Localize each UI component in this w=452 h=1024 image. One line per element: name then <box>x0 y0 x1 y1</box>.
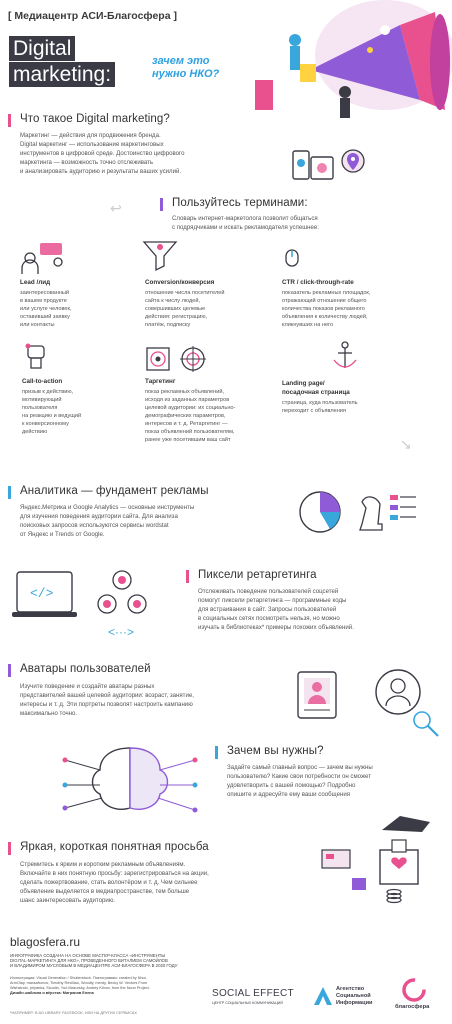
footer-credit-1: ИНФОГРАФИКА СОЗДАНА НА ОСНОВЕ МАСТЕР-КЛАССА «ИНСТРУМЕНТЫ <box>10 953 166 958</box>
term-conversion-name: Conversion/конверсия <box>145 279 215 286</box>
term-landing-line-1: страница, куда пользователь <box>282 400 358 406</box>
conversion-funnel-icon <box>140 238 180 272</box>
analytics-line-4: от Яндекс и Trends от Google. <box>20 531 105 538</box>
pixels-heading: Пиксели ретаргетинга <box>198 569 317 581</box>
bright-line-4: объявление выделяется в медиапространстве, тем больше <box>20 888 190 895</box>
term-landing-line-2: переходит с объявления <box>282 408 346 414</box>
footer-credit-3: И ВЛАДИМИРОМ МУСЛОВЫМ В МЕДИАЦЕНТРЕ АСИ-БЛАГОСФЕРА В 2020 ГОДУ <box>10 963 178 968</box>
term-targeting-name: Таргетинг <box>145 378 176 385</box>
term-conversion-line-5: платёж, подписку <box>145 322 191 328</box>
term-targeting-line-7: ранее уже посетившим ваш сайт <box>145 437 231 443</box>
raised-fist-icon <box>22 340 52 370</box>
term-ctr-line-1: показатель рекламных площадок, <box>282 290 371 296</box>
term-conversion-line-4: действия: регистрацию, <box>145 314 208 320</box>
term-targeting-line-6: показ объявлений пользователям, <box>145 429 235 435</box>
term-ctr-line-4: объявления к количеству людей, <box>282 314 368 320</box>
avatars-line-1: Изучите поведение и создайте аватары разных <box>20 683 155 690</box>
why-line-3: удовлетворить с вашей помощью? Подробно <box>227 782 356 789</box>
terms-heading: Пользуйтесь терминами: <box>172 197 308 209</box>
asi-logo-line-2: Социальной <box>336 993 371 999</box>
pixels-line-1: Отслеживать поведение пользователей соцсетей <box>198 588 339 595</box>
term-cta-line-6: действию <box>22 429 48 435</box>
footer-illus-3: Wishstrain, priyanka, Sicodin, Yuri Mazursky, Andrey Krivov, from the Noun Project. <box>10 986 150 990</box>
pixels-line-5: изучать в библиотеках* примеры похожих объявлений. <box>198 624 354 631</box>
blagosfera-logo-text: благосфера <box>395 1004 430 1010</box>
avatars-line-2: представителей вашей целевой аудитории: возраст, занятие, <box>20 692 194 699</box>
brain-circuit-icon <box>60 740 200 825</box>
what-line-5: и анализировать аудиторию и результаты ваших усилий. <box>20 168 182 175</box>
term-ctr-line-3: количества показов рекламного <box>282 306 365 312</box>
analytics-heading: Аналитика — фундамент рекламы <box>20 485 209 497</box>
pixels-line-4: в социальных сетях посмотреть нельзя, но можно <box>198 615 340 622</box>
term-lead-line-4: оставивший заявку <box>20 314 70 320</box>
analytics-line-3: поисковых запросов используются сервисы wordstat <box>20 522 169 529</box>
term-lead-line-3: или услуге человек, <box>20 306 72 312</box>
term-landing-name-1: Landing page/ <box>282 380 325 387</box>
pixels-line-3: для встраивания в сайт. Запросы пользователей <box>198 606 337 613</box>
donation-box-icon <box>312 812 447 912</box>
analytics-chess-icon <box>290 485 420 540</box>
term-cta-line-4: на реакцию и ведущий <box>22 413 82 419</box>
title-marketing: marketing: <box>9 62 115 87</box>
asi-logo-icon <box>312 985 334 1007</box>
pixels-line-2: помогут пиксели ретаргетинга — программные коды <box>198 597 347 604</box>
avatar-profile-icon <box>296 662 446 742</box>
what-line-1: Маркетинг — действия для продвижения бренда. <box>20 132 161 139</box>
term-cta-line-2: мотивирующий <box>22 397 62 403</box>
social-effect-logo: SOCIAL EFFECT <box>212 988 294 999</box>
svg-text:</>: </> <box>30 586 54 601</box>
footer-illus-2: ArmOlay, maxsafronov, Timothy Revilliao, Woodly, merdy, Becky W. Vectors From <box>10 981 148 985</box>
analytics-line-1: Яндекс.Метрика и Google Analytics — основные инструменты <box>20 504 195 511</box>
arrow-icon: ↩ <box>110 200 122 216</box>
term-lead-line-2: в вашем продукте <box>20 298 67 304</box>
arrow-icon: ↘ <box>400 436 412 452</box>
bright-line-5: шанс заинтересовать аудиторию. <box>20 897 116 904</box>
term-targeting-line-2: исходя из заданных параметров <box>145 397 230 403</box>
blagosfera-logo-icon <box>402 978 426 1002</box>
terms-accent-bar <box>160 198 163 211</box>
terms-intro-1: Словарь интернет-маркетолога позволит общаться <box>172 215 318 222</box>
title-digital: Digital <box>9 36 75 61</box>
lead-icon <box>20 240 70 274</box>
footer-illus-4: Дизайн шаблона и вёрстка: Мигранов Елена <box>10 991 94 995</box>
term-lead-line-1: заинтересованный <box>20 290 70 296</box>
avatars-heading: Аватары пользователей <box>20 663 151 675</box>
analytics-accent-bar <box>8 486 11 499</box>
what-line-3: инструментов в цифровой среде. Достоинство цифрового <box>20 150 185 157</box>
bright-line-3: сделать пожертвование, стать волонтёром и т. д. Чем сильнее <box>20 879 198 886</box>
what-heading: Что такое Digital marketing? <box>20 113 170 125</box>
footer-credit-2: DIGITAL-МАРКЕТИНГА ДЛЯ НКО», ПРОВЕДЕННОГО ВИТАЛИЕМ САМОЙЛОВ <box>10 958 168 963</box>
why-line-2: пользователю? Какие свои потребности он сможет <box>227 773 372 780</box>
social-effect-sub: ЦЕНТР СОЦИАЛЬНЫХ КОММУНИКАЦИЙ <box>212 1001 283 1005</box>
avatars-line-3: интересы и т. д. Эти портреты позволят настроить кампанию <box>20 701 193 708</box>
pixels-accent-bar <box>186 570 189 583</box>
what-accent-bar <box>8 114 11 127</box>
what-line-4: маркетинга — возможность точно отслеживать <box>20 159 154 166</box>
avatars-accent-bar <box>8 664 11 677</box>
term-cta-line-3: пользователя <box>22 405 58 411</box>
why-heading: Зачем вы нужны? <box>227 745 324 757</box>
target-icon <box>145 344 215 374</box>
term-lead-name: Lead /лид <box>20 279 51 286</box>
bright-heading: Яркая, короткая понятная просьба <box>20 841 209 853</box>
anchor-icon <box>330 340 360 372</box>
header-bracket-title: [ Медиацентр АСИ-Благосфера ] <box>8 10 177 22</box>
bright-accent-bar <box>8 842 11 855</box>
subtitle-line2: нужно НКО? <box>152 68 220 80</box>
term-landing-name-2: посадочная страница <box>282 389 350 396</box>
asi-logo-line-1: Агентство <box>336 986 365 992</box>
asi-logo-line-3: Информации <box>336 1000 373 1006</box>
subtitle-line1: зачем это <box>152 55 210 67</box>
what-line-2: Digital маркетинг — использование маркетинговых <box>20 141 164 148</box>
term-targeting-line-3: целевой аудитории: их социально- <box>145 405 236 411</box>
avatars-line-4: максимально точно. <box>20 710 78 717</box>
ctr-click-icon <box>282 248 302 268</box>
phone-pin-icon <box>285 143 385 188</box>
term-conversion-line-2: сайта к числу людей, <box>145 298 201 304</box>
term-targeting-line-4: демографических параметров, <box>145 413 226 419</box>
term-cta-line-5: к конверсионному <box>22 421 69 427</box>
megaphone-illustration <box>250 0 452 120</box>
bright-line-2: Включайте в них понятную просьбу: зарегистрироваться на акции, <box>20 870 209 877</box>
term-ctr-line-5: кликнувших на него <box>282 322 334 328</box>
code-editor-icon <box>12 560 167 640</box>
term-targeting-line-1: показ рекламных объявлений, <box>145 389 225 395</box>
svg-text:<···>: <···> <box>108 625 135 639</box>
analytics-line-2: для изучения поведения аудитории сайта. Для анализа <box>20 513 178 520</box>
bright-line-1: Стремитесь к ярким и коротким рекламным объявлениям. <box>20 861 186 868</box>
footer-site-link[interactable]: blagosfera.ru <box>10 935 81 949</box>
term-ctr-name: CTR / click-through-rate <box>282 279 354 286</box>
term-lead-line-5: или контакты <box>20 322 55 328</box>
why-line-1: Задайте самый главный вопрос — зачем вы нужны <box>227 764 373 771</box>
why-accent-bar <box>215 746 218 759</box>
term-ctr-line-2: отражающий отношение общего <box>282 298 367 304</box>
terms-intro-2: с подрядчиками и искать рекламодателя успешнее: <box>172 224 319 231</box>
term-cta-name: Call-to-action <box>22 378 63 385</box>
footer-note: *НАПРИМЕР: В AD LIBRARY FACEBOOK, ИЛИ НА ДРУГИХ СЕРВИСАХ <box>10 1011 137 1015</box>
term-conversion-line-1: отношение числа посетителей <box>145 290 225 296</box>
footer-illus-1: Иллюстрации: Visual Generation / Shutterstock. Пиктограммы: created by Nhor, <box>10 976 147 980</box>
term-targeting-line-5: интересов и т. д. Ретаргетинг — <box>145 421 228 427</box>
term-conversion-line-3: совершивших целевые <box>145 306 206 312</box>
term-cta-line-1: призыв к действию, <box>22 389 74 395</box>
why-line-4: опишите и адресуйте ему ваши сообщения <box>227 791 351 798</box>
